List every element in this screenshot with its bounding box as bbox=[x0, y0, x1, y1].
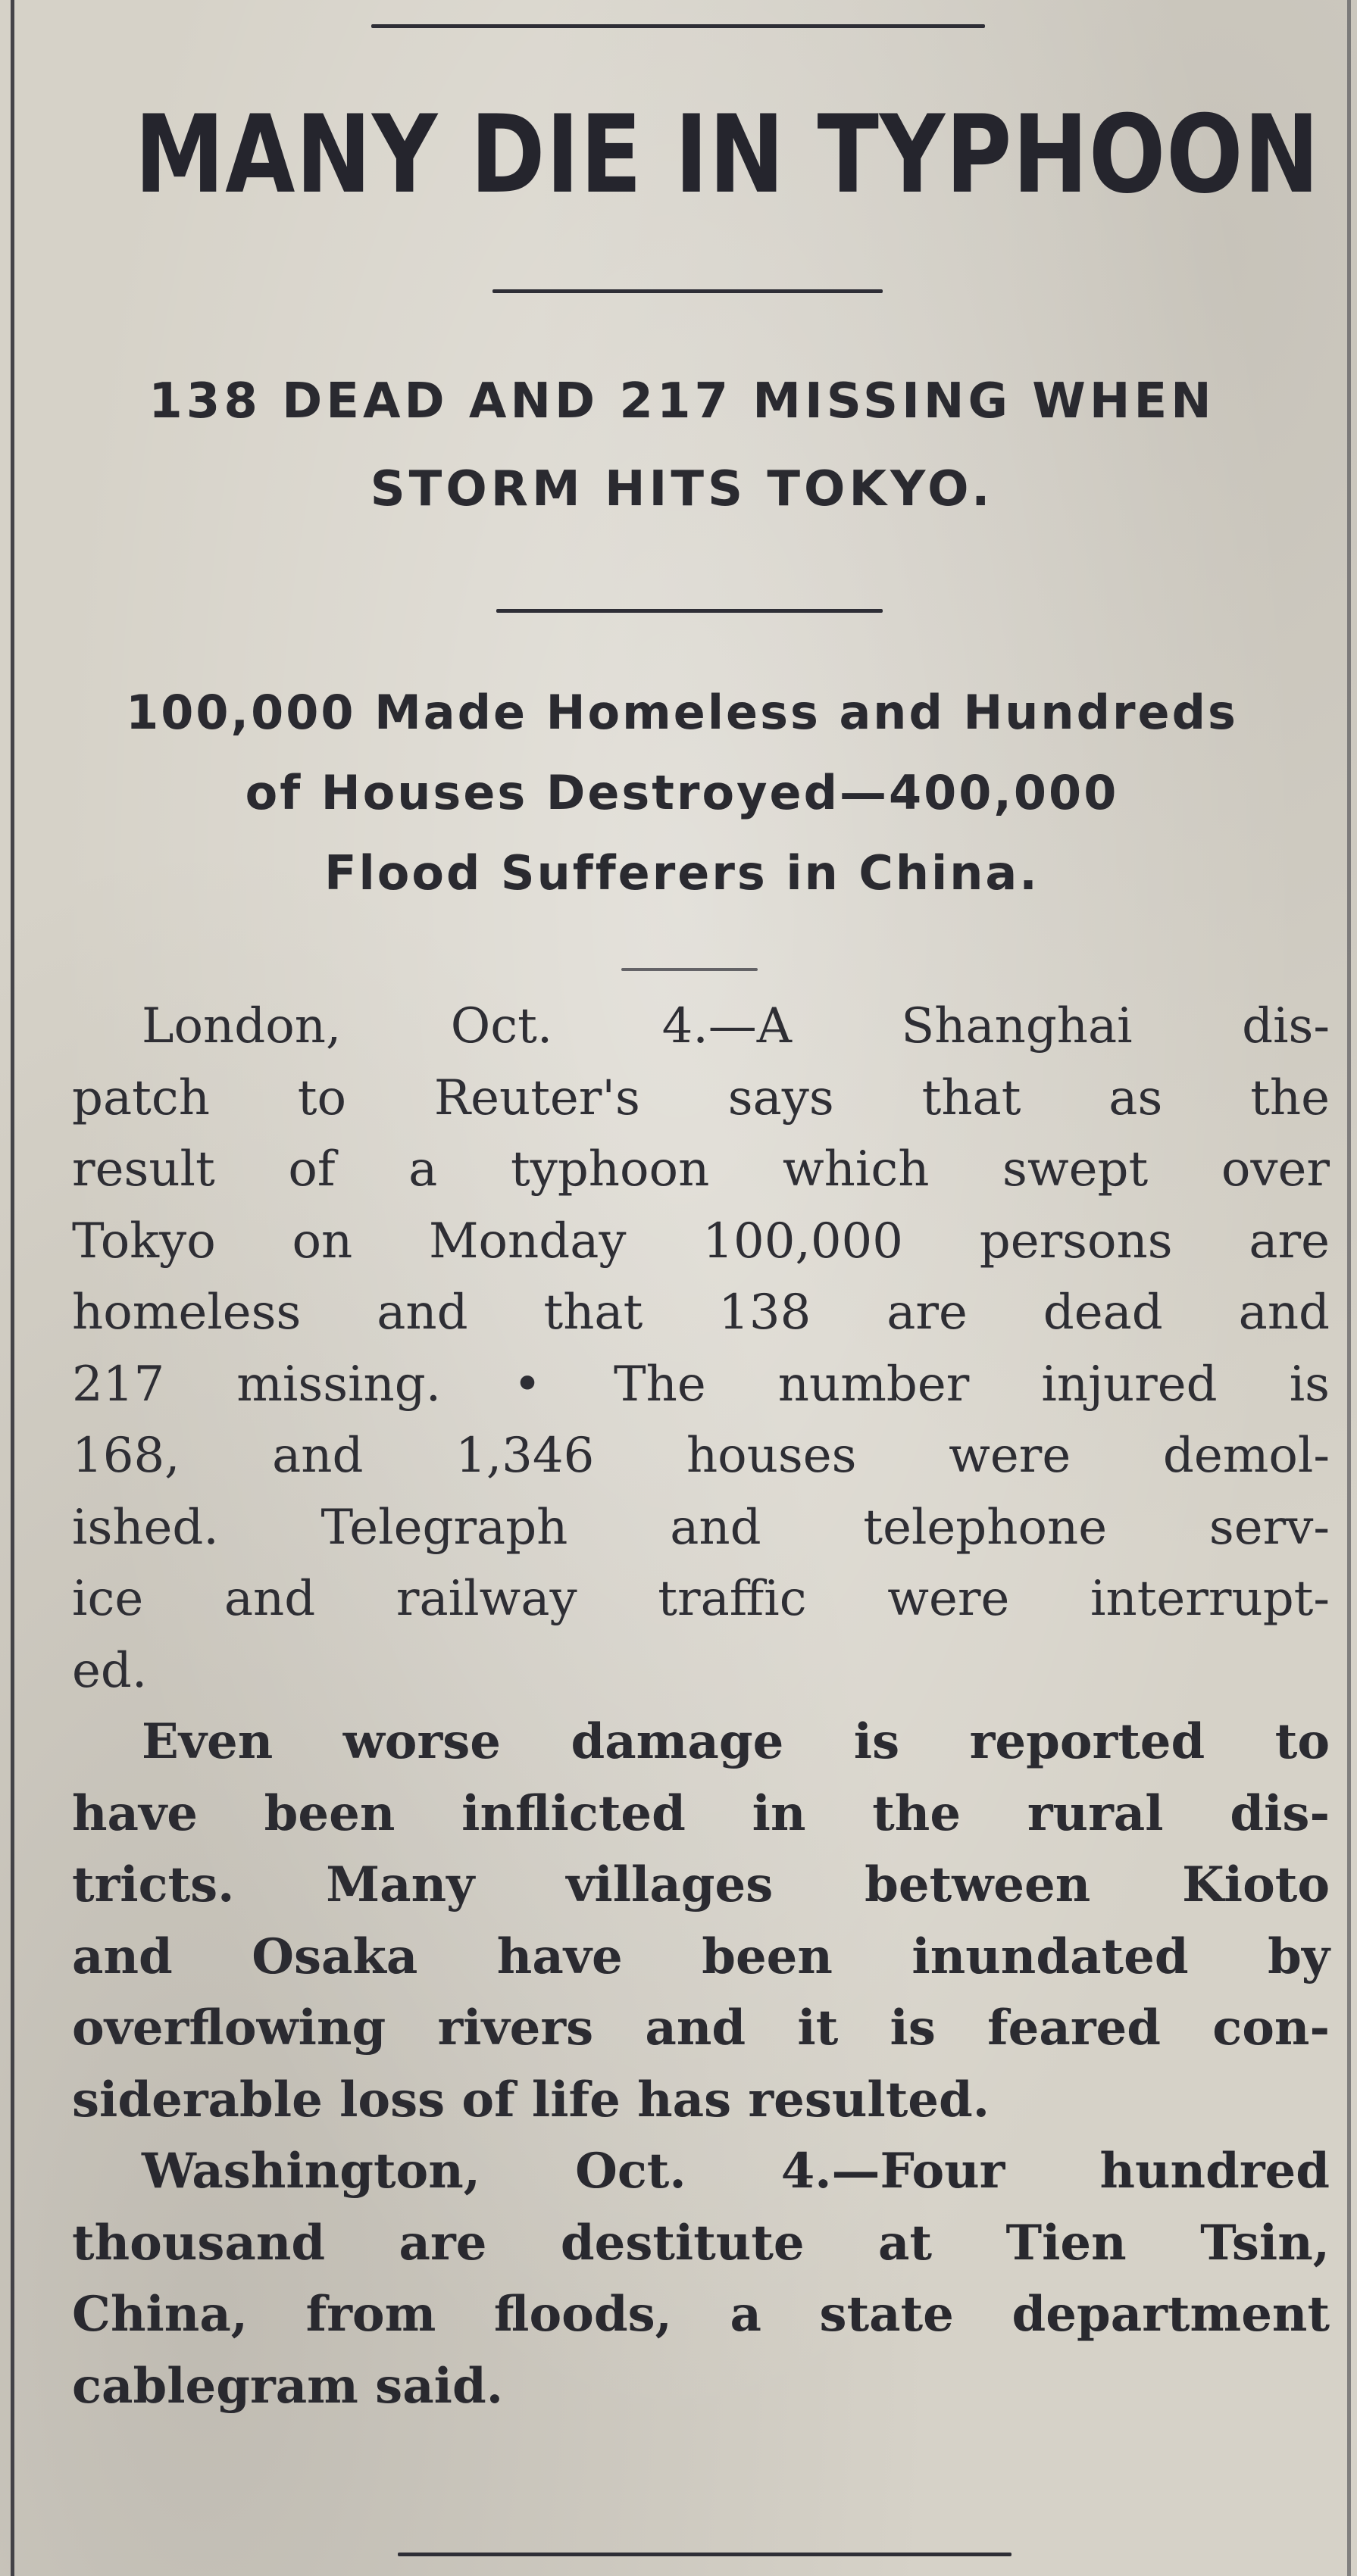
subheadline-divider bbox=[496, 609, 883, 613]
body-line: 168, and 1,346 houses were demol- bbox=[72, 1428, 1330, 1484]
body-line: London, Oct. 4.—A Shanghai dis- bbox=[142, 998, 1330, 1054]
deck-line: 100,000 Made Homeless and Hundreds bbox=[126, 685, 1238, 740]
body-line: Even worse damage is reported to bbox=[142, 1713, 1330, 1770]
subheadline-line: STORM HITS TOKYO. bbox=[370, 461, 994, 517]
subheadline bbox=[30, 358, 1334, 533]
body-line: ished. Telegraph and telephone serv- bbox=[72, 1499, 1330, 1556]
paragraph-washington bbox=[72, 2136, 1330, 2422]
body-line: Tokyo on Monday 100,000 persons are bbox=[72, 1213, 1330, 1269]
bottom-rule bbox=[398, 2553, 1011, 2556]
body-line: ed. bbox=[72, 1642, 148, 1699]
body-line: cablegram said. bbox=[72, 2357, 503, 2415]
body-line: homeless and that 138 are dead and bbox=[72, 1285, 1330, 1341]
deck-divider bbox=[621, 968, 758, 971]
deck-line: Flood Sufferers in China. bbox=[324, 845, 1040, 901]
body-line: 217 missing. • The number injured is bbox=[72, 1356, 1330, 1413]
headline: MANY DIE IN TYPHOON bbox=[134, 92, 1321, 217]
subheadline-line: 138 DEAD AND 217 MISSING WHEN bbox=[149, 373, 1215, 429]
body-line: overflowing rivers and it is feared con- bbox=[72, 2000, 1330, 2056]
paragraph-london bbox=[72, 991, 1330, 1706]
column-rule-right bbox=[1347, 0, 1351, 2576]
body-line: thousand are destitute at Tien Tsin, bbox=[72, 2214, 1330, 2272]
body-line: result of a typhoon which swept over bbox=[72, 1141, 1330, 1197]
top-rule bbox=[371, 24, 985, 28]
body-line: and Osaka have been inundated by bbox=[72, 1928, 1330, 1985]
body-line: have been inflicted in the rural dis- bbox=[72, 1784, 1330, 1842]
column-rule-left bbox=[11, 0, 14, 2576]
deck bbox=[30, 673, 1334, 913]
body-line: ice and railway traffic were interrupt- bbox=[72, 1571, 1330, 1627]
body-line: tricts. Many villages between Kioto bbox=[72, 1856, 1330, 1913]
body-line: patch to Reuter's says that as the bbox=[72, 1069, 1330, 1126]
article-body bbox=[72, 991, 1330, 2422]
body-line: China, from floods, a state department bbox=[72, 2286, 1330, 2343]
deck-line: of Houses Destroyed—400,000 bbox=[245, 765, 1119, 820]
paragraph-rural-damage bbox=[72, 1706, 1330, 2136]
headline-divider bbox=[492, 289, 883, 293]
body-line: siderable loss of life has resulted. bbox=[72, 2071, 990, 2128]
body-line: Washington, Oct. 4.—Four hundred bbox=[142, 2143, 1330, 2200]
